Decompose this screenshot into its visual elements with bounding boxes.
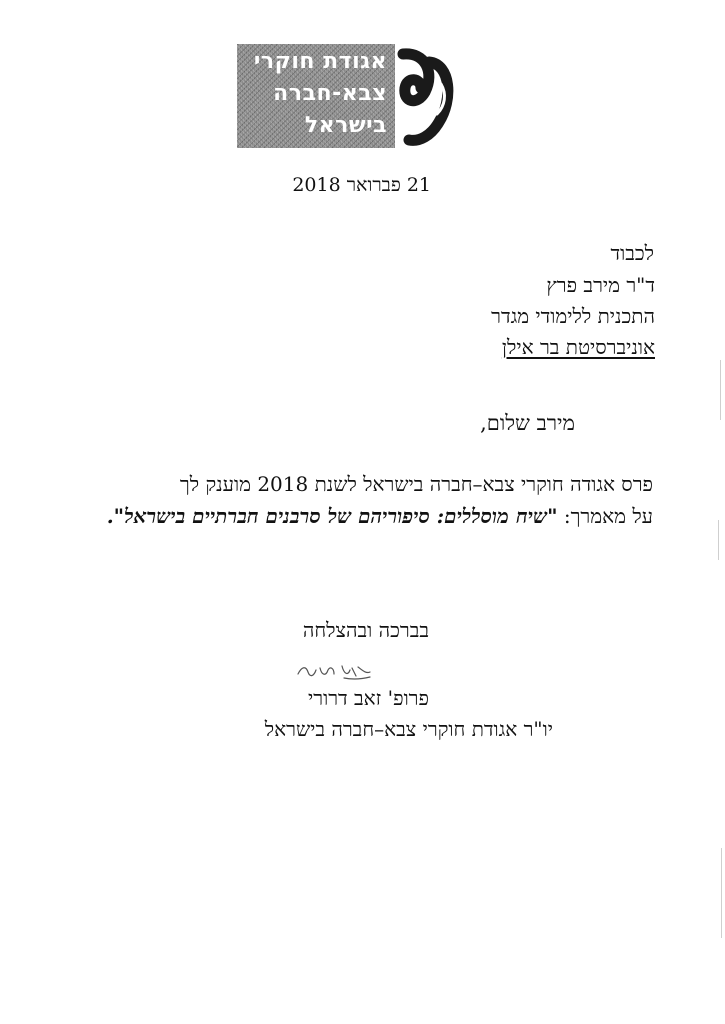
logo-emblem-icon [395,44,455,148]
recipient-name: ד"ר מירב פרץ [546,273,655,297]
recipient-program: התכנית ללימודי מגדר [491,304,655,328]
letter-date: 21 פברואר 2018 [292,174,431,196]
logo-line-2: צבא-חברה [273,81,387,106]
signer-name: פרופ' זאב דרורי [308,686,429,710]
logo-line-1: אגודת חוקרי [253,49,387,74]
logo-text [237,46,387,142]
body-line-1: פרס אגודה חוקרי צבא–חברה בישראל לשנת 2018 מוענק לך [179,472,653,496]
logo-line-3: בישראל [304,113,387,138]
article-title: "שיח מוסללים: סיפוריהם של סרבנים חברתיים בישראל". [106,504,558,528]
handwritten-signature [294,658,374,684]
closing: בברכה ובהצלחה [302,618,429,642]
greeting: מירב שלום, [480,411,575,435]
recipient-university: אוניברסיטת בר אילן [501,335,655,359]
body-line-2-prefix: על מאמרך: [557,504,653,528]
recipient-salutation: לכבוד [610,241,654,265]
signer-title: יו"ר אגודת חוקרי צבא–חברה בישראל [264,717,553,741]
association-logo [237,44,455,148]
body-line-2 [107,503,653,529]
scan-artifact [721,848,722,938]
scan-artifact [720,360,721,420]
scan-artifact [718,520,719,560]
